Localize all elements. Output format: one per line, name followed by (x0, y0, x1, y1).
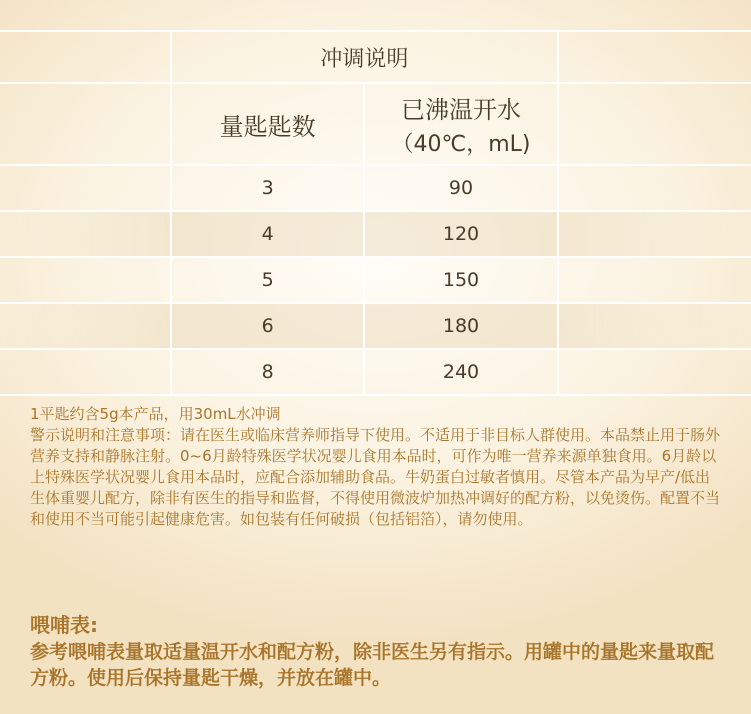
edge-cell (558, 211, 751, 257)
mixing-table (0, 30, 751, 396)
table-row (0, 303, 751, 349)
feeding-body: 参考喂哺表量取适量温开水和配方粉，除非医生另有指示。用罐中的量匙来量取配方粉。使用后保持量匙干燥，并放在罐中。 (30, 641, 715, 689)
edge-cell (558, 303, 751, 349)
scoops-cell: 6 (171, 303, 364, 349)
table-row (0, 211, 751, 257)
edge-cell (0, 83, 171, 165)
header-water (364, 83, 557, 165)
edge-cell (0, 349, 171, 395)
header-water-line1: 已沸温开水 (400, 96, 521, 124)
table-title: 冲调说明 (171, 31, 558, 83)
notes-section (30, 404, 720, 530)
edge-cell (0, 303, 171, 349)
edge-cell (0, 257, 171, 303)
edge-cell (558, 165, 751, 211)
scoop-note: 1平匙约含5g本产品，用30mL水冲调 (30, 405, 281, 423)
scoops-cell: 8 (171, 349, 364, 395)
scoops-cell: 4 (171, 211, 364, 257)
feeding-title: 喂哺表: (30, 613, 98, 637)
scoops-cell: 3 (171, 165, 364, 211)
table-row (0, 257, 751, 303)
header-scoops: 量匙匙数 (171, 83, 364, 165)
warning-text: 警示说明和注意事项：请在医生或临床营养师指导下使用。不适用于非目标人群使用。本品禁止用于肠外营养支持和静脉注射。0~6月龄特殊医学状况婴儿食用本品时，可作为唯一营养来源单独食用。6月龄以上特殊医学状况婴儿食用本品时，应配合添加辅助食品。牛奶蛋白过敏者慎用。尽管本产品为早产/低出生体重婴儿配方，除非有医生的指导和监督，不得使用微波炉加热冲调好的配方粉，以免烫伤。配置不当和使用不当可能引起健康危害。如包装有任何破损（包括铝箔），请勿使用。 (30, 426, 721, 528)
water-cell: 90 (364, 165, 557, 211)
water-cell: 120 (364, 211, 557, 257)
water-cell: 180 (364, 303, 557, 349)
water-cell: 150 (364, 257, 557, 303)
table-title-row (0, 31, 751, 83)
edge-cell (558, 257, 751, 303)
table-row (0, 349, 751, 395)
table-header-row (0, 83, 751, 165)
edge-cell (0, 31, 171, 83)
header-water-line2: （40℃，mL) (391, 132, 531, 157)
scoops-cell: 5 (171, 257, 364, 303)
edge-cell (0, 211, 171, 257)
table-row (0, 165, 751, 211)
edge-cell (558, 31, 751, 83)
edge-cell (558, 349, 751, 395)
edge-cell (0, 165, 171, 211)
water-cell: 240 (364, 349, 557, 395)
edge-cell (558, 83, 751, 165)
